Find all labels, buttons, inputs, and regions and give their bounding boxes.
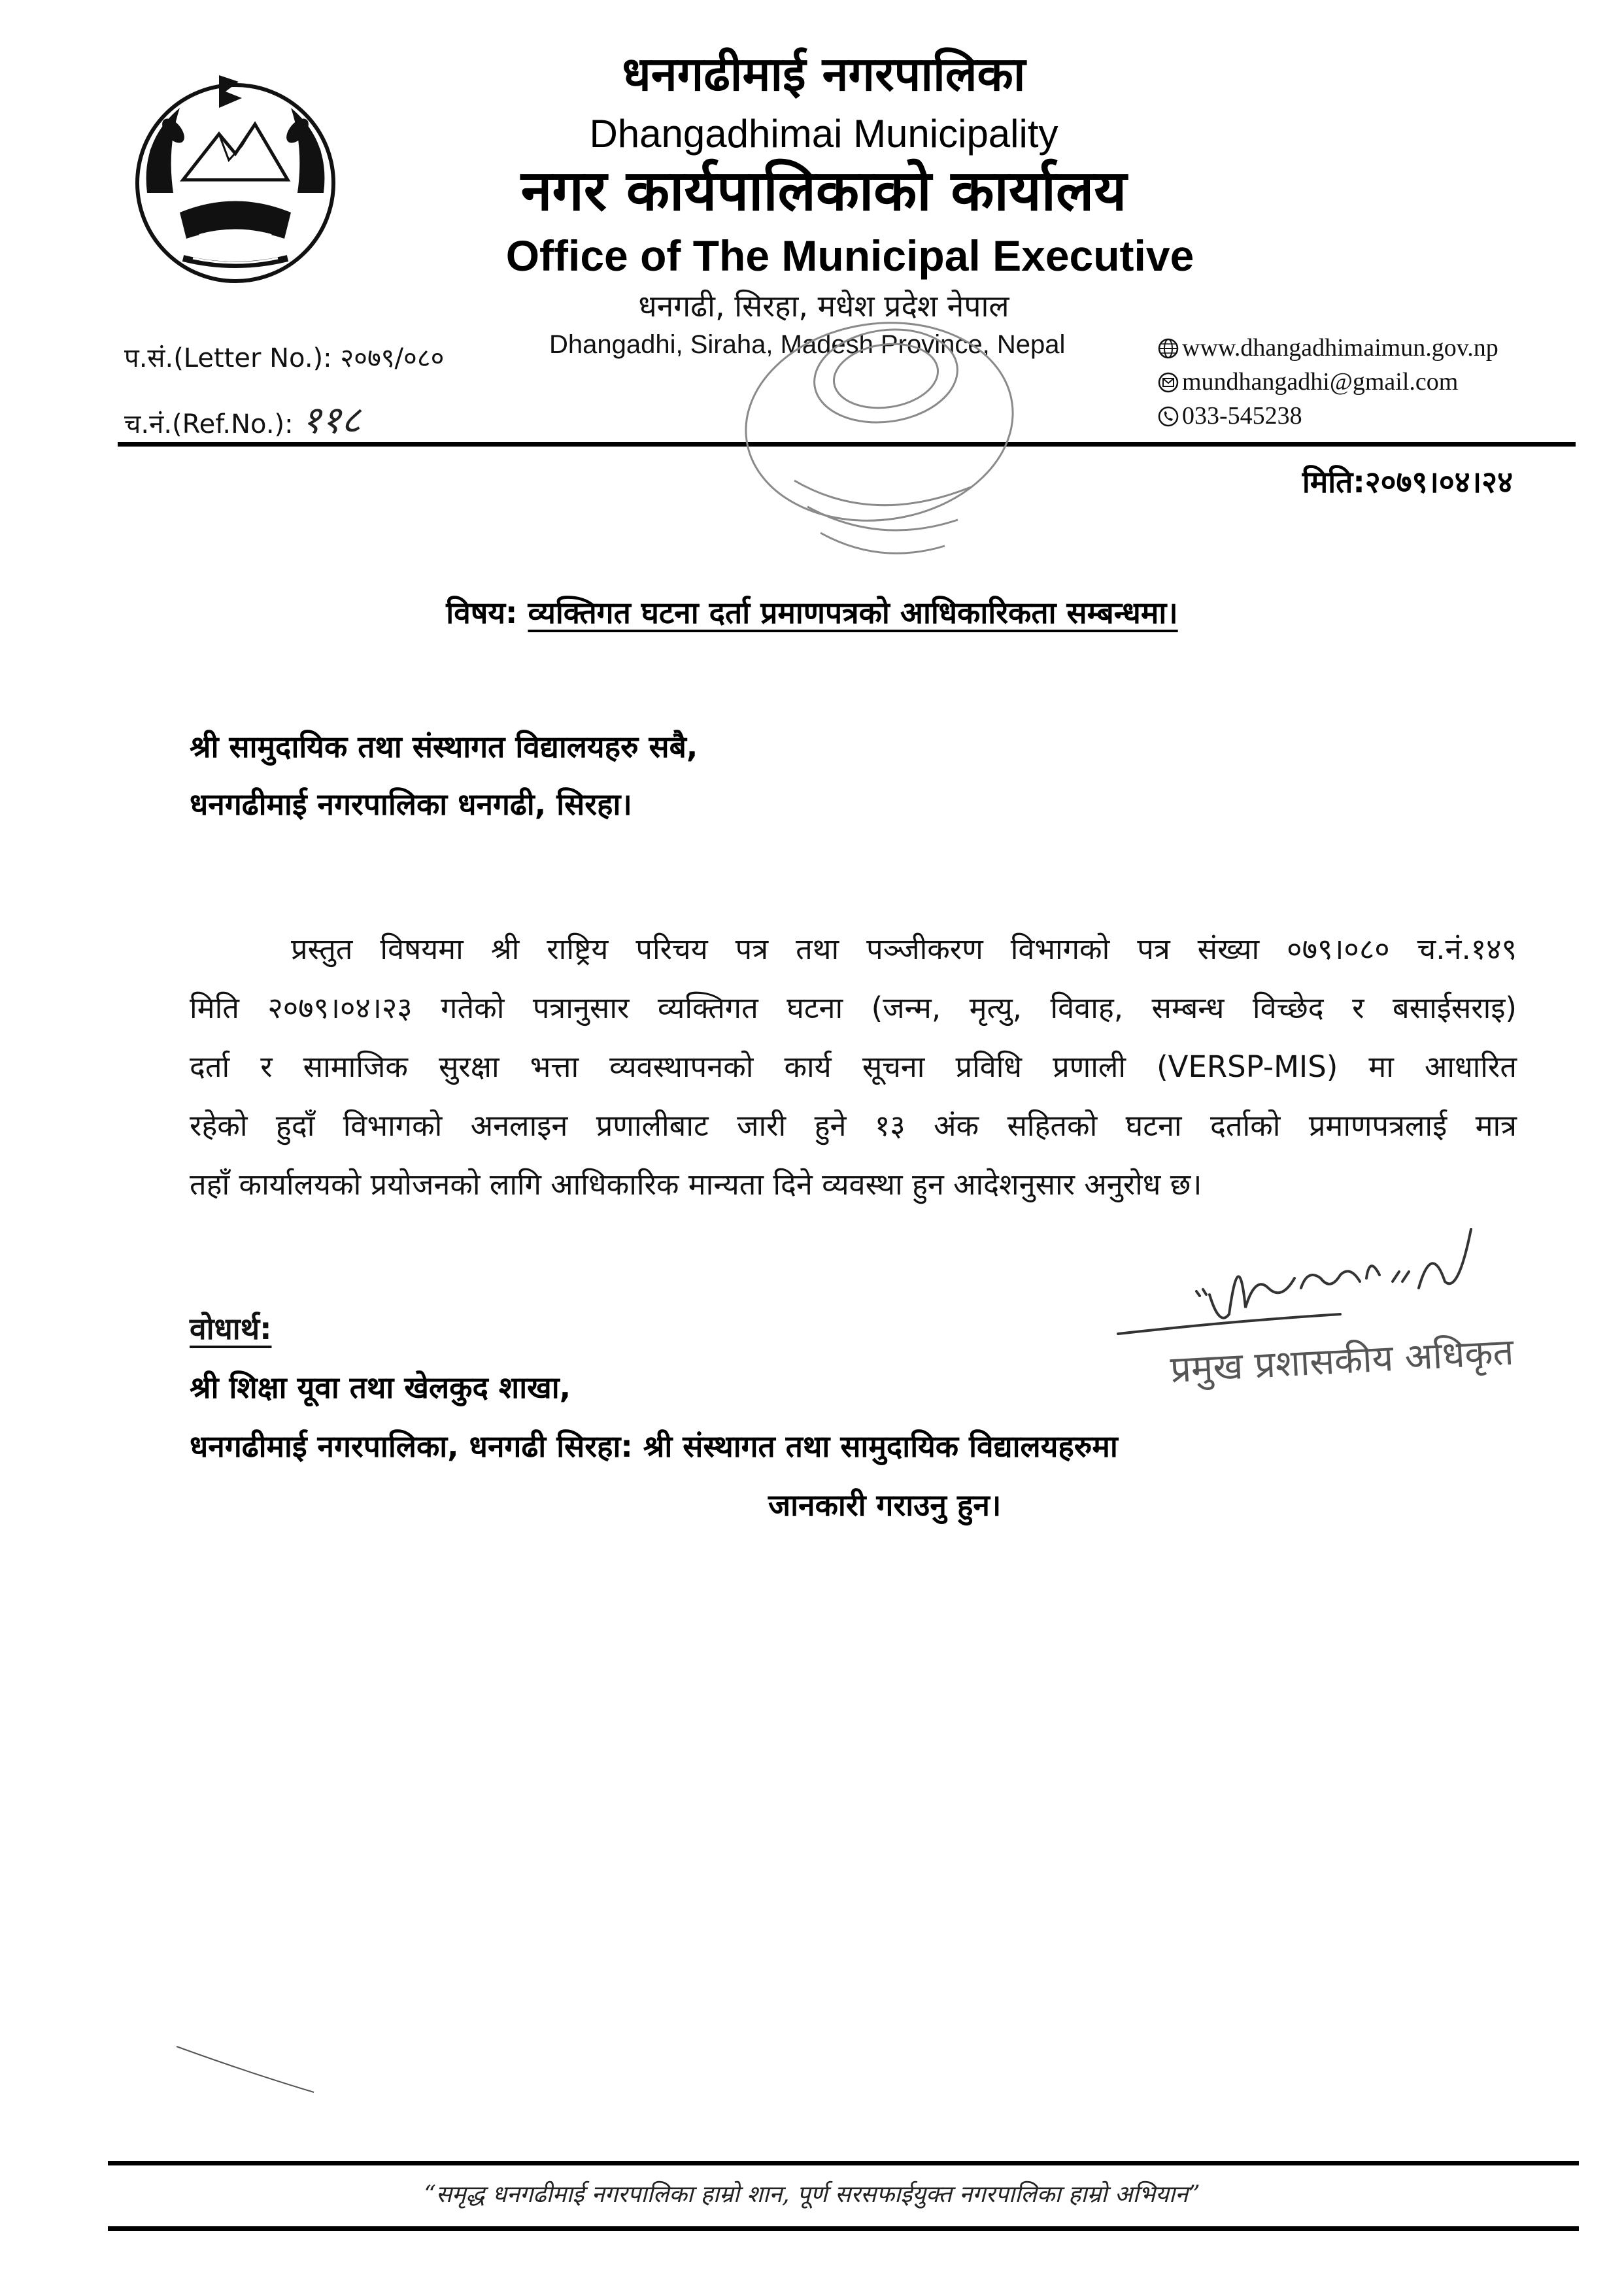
- reference-number: [124, 392, 361, 444]
- office-name-english: Office of The Municipal Executive: [505, 231, 1194, 280]
- letter-number-label: प.सं.(Letter No.):: [124, 343, 332, 373]
- cc-line-1: श्री शिक्षा यूवा तथा खेलकुद शाखा,: [190, 1370, 571, 1405]
- office-stamp: [709, 311, 1049, 585]
- email-text: mundhangadhi@gmail.com: [1182, 368, 1459, 396]
- contact-website: [1157, 333, 1498, 362]
- recipient-line-1: श्री सामुदायिक तथा संस्थागत विद्यालयहरु सबै,: [190, 729, 698, 764]
- signatory-title: प्रमुख प्रशासकीय अधिकृत: [1169, 1331, 1515, 1391]
- subject-label: विषय:: [446, 595, 518, 630]
- body-line-3: [190, 1046, 1517, 1086]
- address-english: Dhangadhi, Siraha, Madesh Province, Nepal: [549, 330, 1066, 359]
- nepal-emblem-icon: [121, 62, 350, 291]
- reference-number-label: च.नं.(Ref.No.):: [124, 409, 294, 439]
- body-line-5: [190, 1164, 1517, 1204]
- website-text: www.dhangadhimaimun.gov.np: [1182, 334, 1498, 362]
- cc-line-2: धनगढीमाई नगरपालिका, धनगढी सिरहा: श्री संस्थागत तथा सामुदायिक विद्यालयहरुमा: [190, 1429, 1118, 1464]
- letter-number: [124, 339, 444, 375]
- body-text: तहाँ कार्यालयको प्रयोजनको लागि आधिकारिक मान्यता दिने व्यवस्था हुन आदेशनुसार अनुरोध छ।: [190, 1167, 1202, 1202]
- municipality-name-english: Dhangadhimai Municipality: [589, 112, 1058, 156]
- body-line-1: [291, 928, 1517, 968]
- subject-text: व्यक्तिगत घटना दर्ता प्रमाणपत्रको आधिकारिकता सम्बन्धमा।: [528, 595, 1178, 630]
- body-line-4: [190, 1105, 1517, 1145]
- municipality-name-nepali: धनगढीमाई नगरपालिका: [622, 46, 1026, 101]
- recipient-line-2: धनगढीमाई नगरपालिका धनगढी, सिरहा।: [190, 787, 632, 822]
- subject-line: [0, 592, 1624, 632]
- body-text: दर्ता र सामाजिक सुरक्षा भत्ता व्यवस्थापनको कार्य सूचना प्रविधि प्रणाली (VERSP-MIS) मा आधारित: [190, 1049, 1517, 1084]
- contact-email: [1157, 367, 1458, 396]
- letter-date: मिति:२०७९।०४।२४: [1302, 464, 1513, 500]
- globe-icon: [1157, 337, 1179, 360]
- phone-text: 033-545238: [1182, 402, 1302, 430]
- body-text: रहेको हुदाँ विभागको अनलाइन प्रणालीबाट जारी हुने १३ अंक सहितको घटना दर्ताको प्रमाणपत्रलाई मात्र: [190, 1108, 1517, 1143]
- reference-number-value: ११८: [301, 398, 361, 442]
- mail-icon: [1157, 371, 1179, 394]
- cc-heading: वोधार्थ:: [190, 1311, 272, 1346]
- footer-divider-bottom: [108, 2226, 1579, 2231]
- footer-slogan: “समृद्ध धनगढीमाई नगरपालिका हाम्रो शान, पूर्ण सरसफाईयुक्त नगरपालिका हाम्रो अभियान”: [424, 2181, 1200, 2208]
- letter-number-value: २०७९/०८०: [340, 343, 445, 373]
- address-nepali: धनगढी, सिरहा, मधेश प्रदेश नेपाल: [638, 288, 1009, 324]
- body-line-2: [190, 987, 1517, 1027]
- body-text: मिति २०७९।०४।२३ गतेको पत्रानुसार व्यक्तिगत घटना (जन्म, मृत्यु, विवाह, सम्बन्ध विच्छेद र बसाईसराइ): [190, 991, 1517, 1025]
- contact-phone: [1157, 401, 1302, 430]
- body-text: प्रस्तुत विषयमा श्री राष्ट्रिय परिचय पत्र तथा पञ्जीकरण विभागको पत्र संख्या ०७९।०८० च.नं.१४९: [291, 932, 1517, 966]
- footer-divider-top: [108, 2161, 1579, 2165]
- office-name-nepali: नगर कार्यपालिकाको कार्यालय: [520, 158, 1127, 224]
- scan-mark: [170, 2033, 320, 2099]
- phone-icon: [1157, 405, 1179, 428]
- cc-line-3: जानकारी गराउनु हुन।: [768, 1487, 1002, 1523]
